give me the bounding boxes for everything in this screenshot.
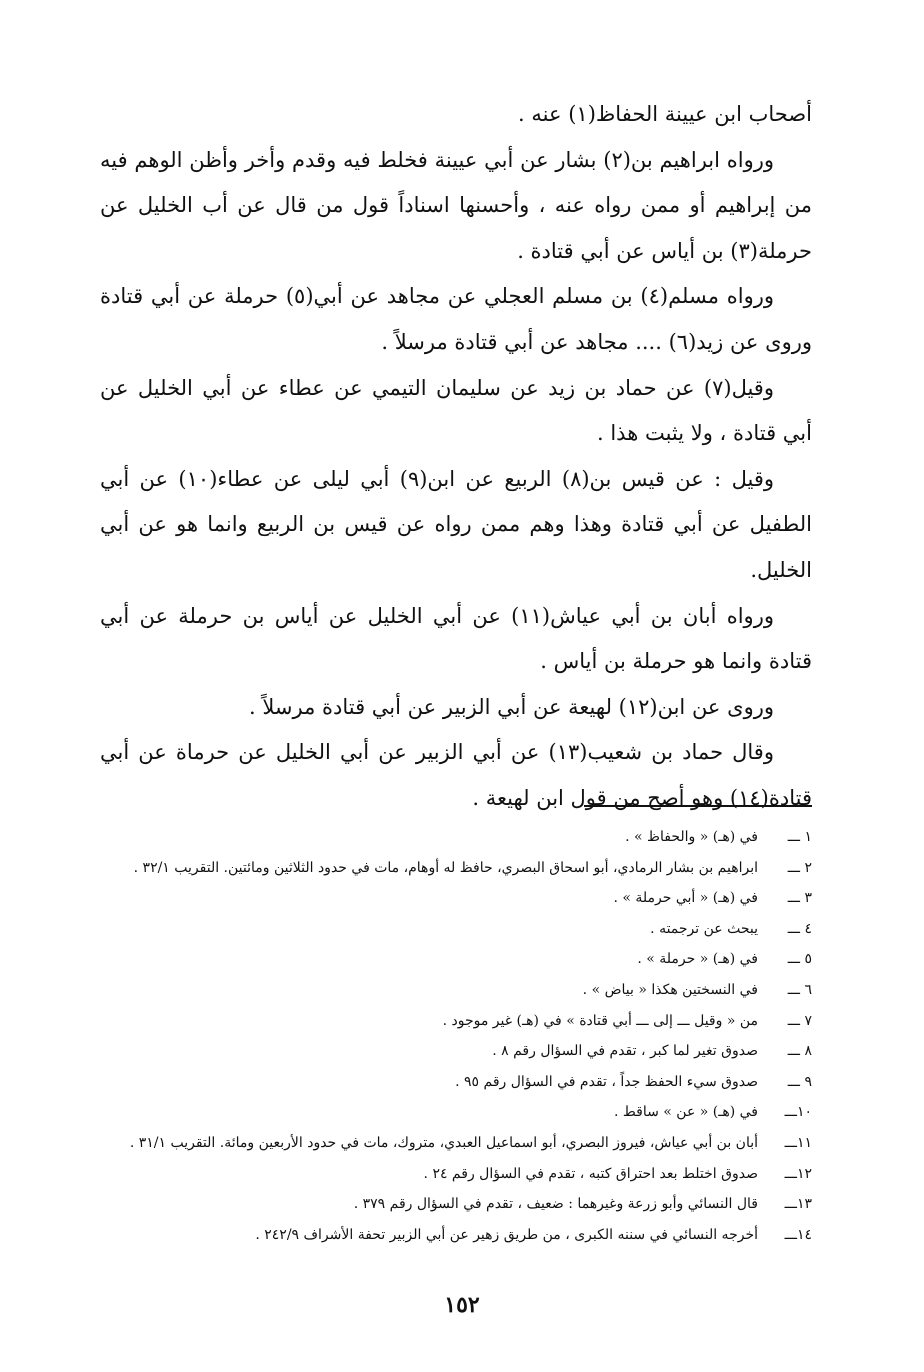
footnote	[100, 914, 812, 945]
footnote-number: ٤ ـــ	[787, 920, 812, 937]
footnote-separator	[584, 805, 812, 807]
footnote-text: من « وقيل ـــ إلى ـــ أبي قتادة » في (هـ) غير موجود .	[442, 1012, 758, 1029]
footnote-number: ١٣ـــ	[784, 1196, 812, 1213]
footnote	[100, 853, 812, 884]
paragraph: ورواه ابراهيم بن(٢) بشار عن أبي عيينة فخلط فيه وقدم وأخر وأظن الوهم فيه من إبراهيم أو ممن رواه عنه ، وأحسنها اسناداً قول من قال عن أب الخليل عن حرملة(٣) بن أياس عن أبي قتادة .	[100, 147, 812, 263]
paragraph: وقال حماد بن شعيب(١٣) عن أبي الزبير عن أبي الخليل عن حرماة عن أبي قتادة(١٤) وهو أصح من قول ابن لهيعة .	[100, 740, 812, 810]
footnote-text: في (هـ) « حرملة » .	[637, 951, 758, 968]
footnote-number: ٦ ـــ	[787, 981, 812, 998]
footnote	[100, 1097, 812, 1128]
paragraph: وقيل : عن قيس بن(٨) الربيع عن ابن(٩) أبي ليلى عن عطاء(١٠) عن أبي الطفيل عن أبي قتادة وهذا وهم ممن رواه عن قيس بن الربيع وانما هو عن أبي الخليل.	[100, 466, 812, 582]
footnote-text: صدوق اختلط بعد احتراق كتبه ، تقدم في السؤال رقم ٢٤ .	[423, 1165, 758, 1182]
paragraph: وروى عن ابن(١٢) لهيعة عن أبي الزبير عن أبي قتادة مرسلاً .	[249, 694, 774, 719]
main-text	[100, 92, 812, 822]
footnote-number: ٣ ـــ	[787, 890, 812, 907]
footnote	[100, 1220, 812, 1251]
footnote-text: في (هـ) « عن » ساقط .	[613, 1104, 758, 1121]
paragraph: ورواه أبان بن أبي عياش(١١) عن أبي الخليل عن أياس بن حرملة عن أبي قتادة وانما هو حرملة بن أياس .	[100, 603, 812, 674]
footnote	[100, 1067, 812, 1098]
paragraph: أصحاب ابن عيينة الحفاظ(١) عنه .	[518, 102, 812, 126]
footnote	[100, 1189, 812, 1220]
footnote-text: صدوق سيء الحفظ جداً ، تقدم في السؤال رقم ٩٥ .	[455, 1073, 758, 1090]
footnote-text: صدوق تغير لما كبر ، تقدم في السؤال رقم ٨ .	[492, 1043, 758, 1060]
footnote-number: ١٠ـــ	[784, 1104, 812, 1121]
footnote-number: ١٤ـــ	[784, 1226, 812, 1243]
footnote-text: قال النسائي وأبو زرعة وغيرهما : ضعيف ، تقدم في السؤال رقم ٣٧٩ .	[353, 1196, 758, 1213]
footnote-number: ٥ ـــ	[787, 951, 812, 968]
footnote-number: ٢ ـــ	[787, 859, 812, 876]
footnote	[100, 883, 812, 914]
paragraph: ورواه مسلم(٤) بن مسلم العجلي عن مجاهد عن أبي(٥) حرملة عن أبي قتادة وروى عن زيد(٦) .... مجاهد عن أبي قتادة مرسلاً .	[100, 284, 812, 354]
footnote	[100, 1159, 812, 1190]
footnote-number: ١١ـــ	[784, 1134, 812, 1151]
footnotes	[100, 822, 812, 1250]
paragraph: وقيل(٧) عن حماد بن زيد عن سليمان التيمي عن عطاء عن أبي الخليل عن أبي قتادة ، ولا يثبت هذا .	[100, 375, 812, 446]
footnote	[100, 822, 812, 853]
footnote-text: في (هـ) « أبي حرملة » .	[613, 890, 758, 907]
footnote	[100, 944, 812, 975]
footnote-text: أبان بن أبي عياش، فيروز البصري، أبو اسماعيل العبدي، متروك، مات في حدود الأربعين ومائة. التقريب ٣١/١ .	[129, 1134, 758, 1151]
footnote-text: في (هـ) « والحفاظ » .	[625, 829, 758, 845]
footnote-text: ابراهيم بن بشار الرمادي، أبو اسحاق البصري، حافظ له أوهام، مات في حدود الثلاثين ومائتين. التقريب ٣٢/١ .	[133, 859, 758, 876]
footnote-number: ٨ ـــ	[787, 1043, 812, 1060]
footnote	[100, 1006, 812, 1037]
page-number: ١٥٢	[444, 1292, 480, 1318]
footnote-number: ١ ـــ	[787, 829, 812, 845]
footnote-number: ٩ ـــ	[787, 1073, 812, 1090]
footnote	[100, 1036, 812, 1067]
footnote-text: في النسختين هكذا « بياض » .	[582, 981, 758, 998]
footnote	[100, 1128, 812, 1159]
footnote-text: يبحث عن ترجمته .	[650, 920, 758, 937]
footnote-text: أخرجه النسائي في سننه الكبرى ، من طريق زهير عن أبي الزبير تحفة الأشراف ٢٤٢/٩ .	[255, 1226, 758, 1243]
footnote	[100, 975, 812, 1006]
footnote-number: ٧ ـــ	[787, 1012, 812, 1029]
footnote-number: ١٢ـــ	[784, 1165, 812, 1182]
